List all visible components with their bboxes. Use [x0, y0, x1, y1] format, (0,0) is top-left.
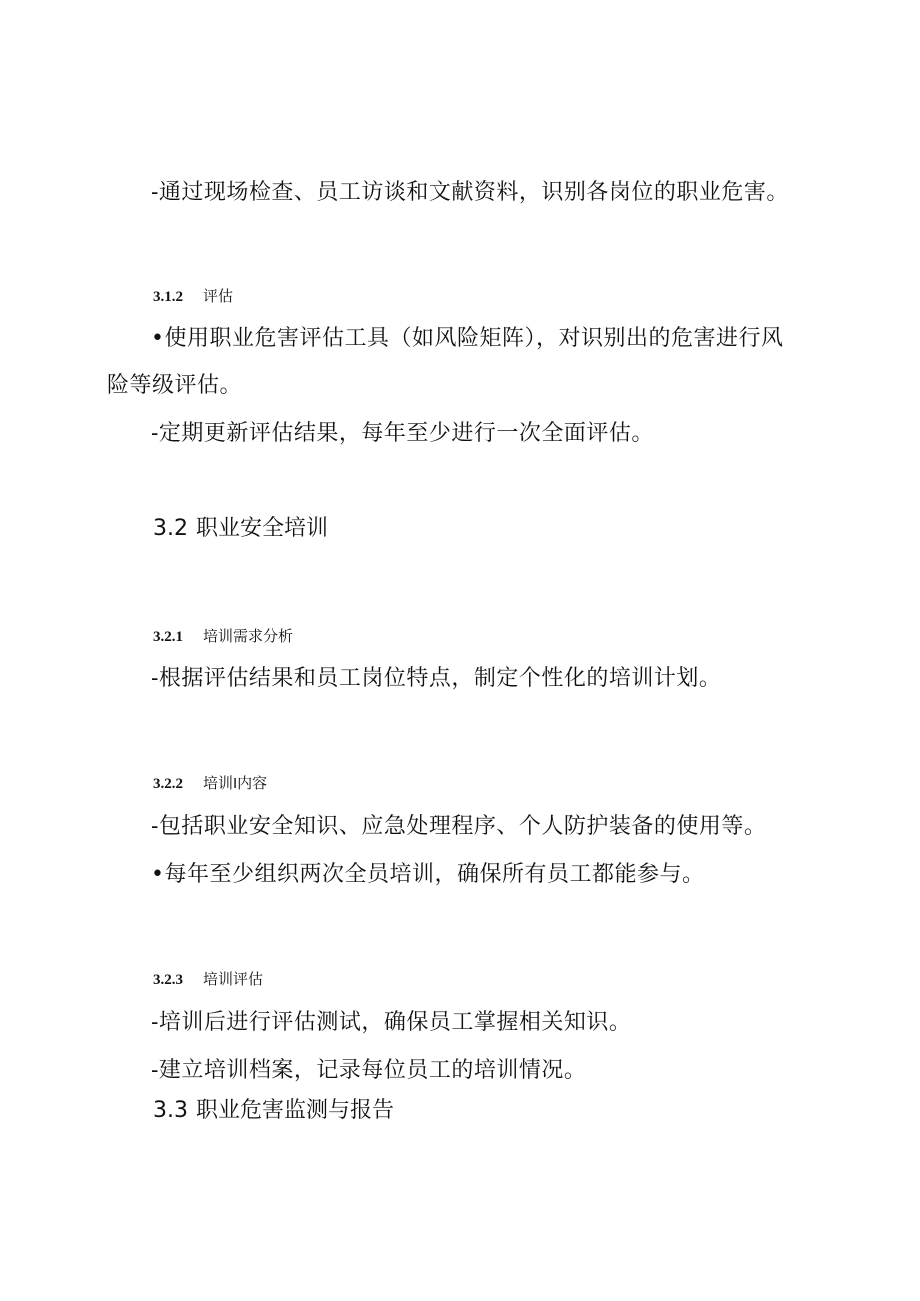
- paragraph-training-records: -建立培训档案，记录每位员工的培训情况。: [151, 1058, 587, 1083]
- subsection-number: 3.2.3: [153, 972, 183, 988]
- subsection-number: 3.1.2: [153, 289, 183, 305]
- section-number: 3.3: [153, 1098, 188, 1123]
- subsection-title: 评估: [203, 288, 234, 305]
- subsection-heading-3-2-3: [153, 970, 263, 990]
- section-heading-3-3: [153, 1097, 394, 1125]
- subsection-number: 3.2.2: [153, 776, 183, 792]
- section-title: 职业危害监测与报告: [196, 1098, 395, 1123]
- subsection-heading-3-2-2: [153, 774, 267, 794]
- subsection-heading-3-2-1: [153, 627, 293, 647]
- subsection-number: 3.2.1: [153, 629, 183, 645]
- section-title: 职业安全培训: [196, 516, 329, 541]
- paragraph-training-content: -包括职业安全知识、应急处理程序、个人防护装备的使用等。: [151, 814, 767, 839]
- paragraph-assessment-tool-line2: 险等级评估。: [107, 373, 243, 398]
- paragraph-training-frequency: •每年至少组织两次全员培训，确保所有员工都能参与。: [151, 862, 705, 887]
- paragraph-update-assessment: -定期更新评估结果，每年至少进行一次全面评估。: [151, 421, 654, 446]
- section-heading-3-2: [153, 515, 328, 543]
- subsection-heading-3-1-2: [153, 287, 233, 307]
- paragraph-hazard-identification: -通过现场检查、员工访谈和文献资料，识别各岗位的职业危害。: [151, 180, 789, 205]
- section-number: 3.2: [153, 516, 188, 541]
- subsection-title: 培训评估: [203, 971, 264, 988]
- subsection-title: 培训需求分析: [203, 628, 294, 645]
- subsection-title: 培训I内容: [203, 775, 268, 792]
- paragraph-training-plan: -根据评估结果和员工岗位特点，制定个性化的培训计划。: [151, 666, 722, 691]
- paragraph-assessment-tool-line1: •使用职业危害评估工具（如风险矩阵），对识别出的危害进行风: [151, 326, 784, 351]
- paragraph-training-test: -培训后进行评估测试，确保员工掌握相关知识。: [151, 1010, 632, 1035]
